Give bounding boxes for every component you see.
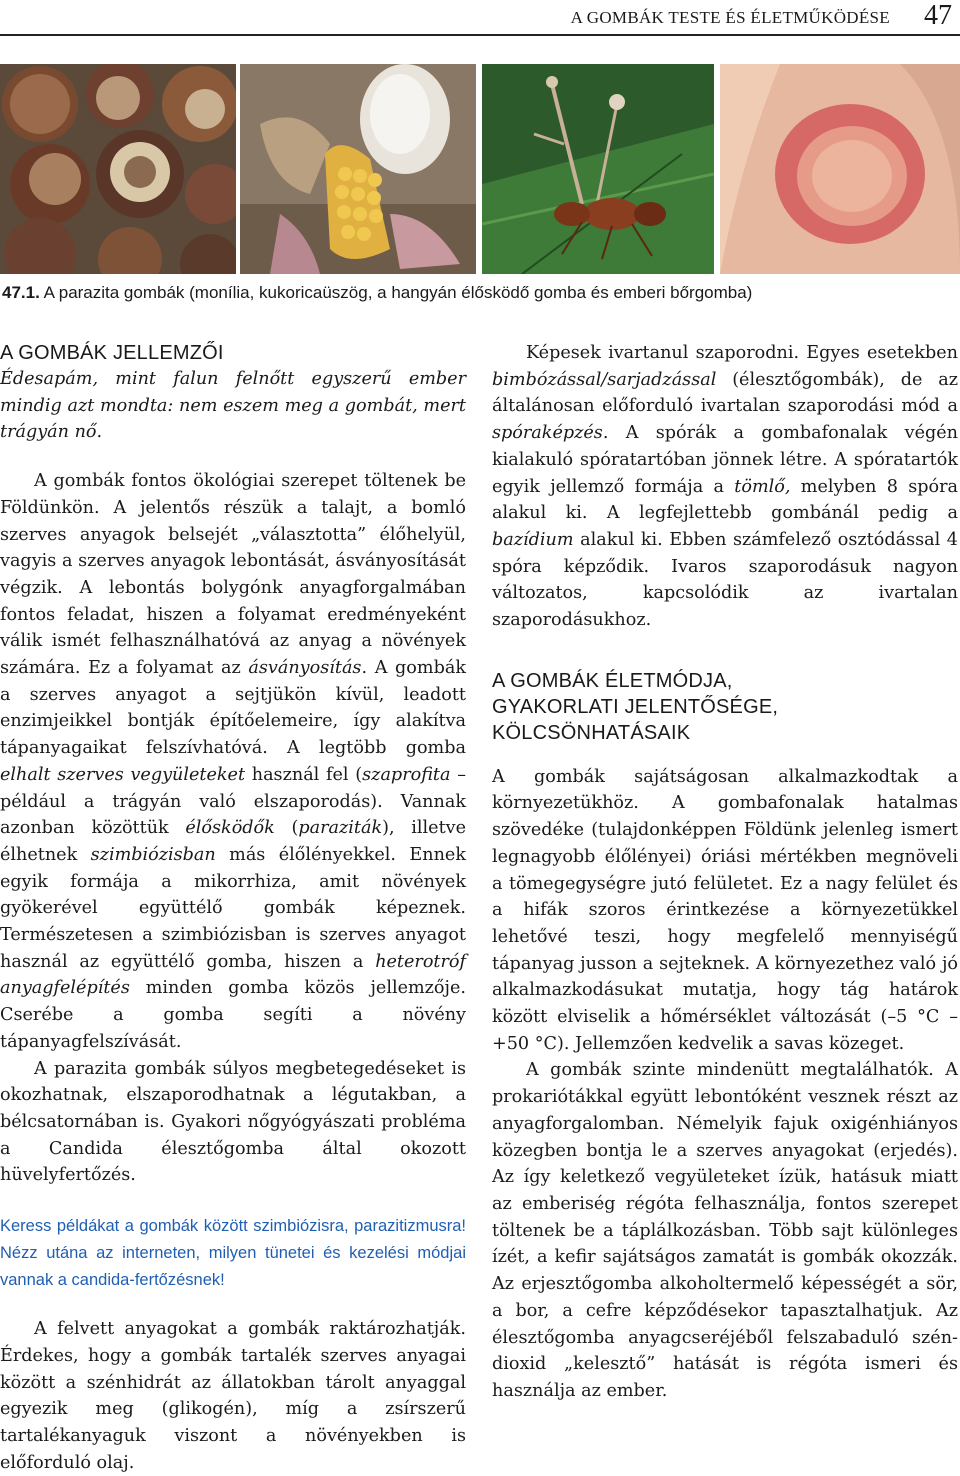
text-run: más élőlényekkel. Ennek egyik formája a mikorrhiza, amit növények gyökerével együttélő gombák képeznek. Természetesen a szimbiózisban is szerves anyagot használ az együttélő gomba, hiszen a — [0, 844, 466, 972]
paragraph-ecology — [0, 468, 466, 1055]
intro-quote: Édesapám, mint falun felnőtt egyszerű ember mindig azt mondta: nem eszem meg a gombát, mert trágyán nő. — [0, 369, 466, 443]
right-column — [492, 340, 958, 1405]
section-heading-jellemzoi: A GOMBÁK JELLEMZŐI — [0, 342, 224, 364]
task-box: Keress példákat a gombák között szimbiózisra, parazitizmusra! Nézz utána az interneten, milyen tünetei és kezelési módjai vannak a candida-fertőzésnek! — [0, 1217, 466, 1290]
term-elosködok: élősködők — [185, 818, 275, 839]
term-bimbozas: bimbózással/sarjadzással — [492, 369, 717, 390]
term-asvanyositas: ásványosítás — [248, 658, 362, 679]
paragraph-adaptation: A gombák sajátságosan alkalmazkodtak a környezetükhöz. A gombafonalak hatalmas szövedéke (tulajdonképpen Földünk jelenleg ismert legnagyobb élőlényei) óriási mértékben megnöveli a tömegegységre jutó felületet. Ez a nagy felület és a hifák szoros érintkezése a környezetükkel lehetővé teszi, hogy megfelelő mennyiségű tápanyag jusson a sejteknek. A környezethez való jó alkalmazkodásukat mutatja, hogy tág határok között elviselik a hőmérséklet változását (–5 °C – +50 °C). Jellemzően kedvelik a savas közeget. — [492, 766, 958, 1054]
photo-corn-smut — [240, 64, 476, 274]
text-run: (élesztőgombák), de az általánosan előforduló ivartalan szaporodási mód a — [492, 369, 958, 417]
term-bazidium: bazídium — [492, 529, 574, 550]
term-szaprofita: szaprofita — [362, 764, 451, 785]
page-header — [0, 0, 960, 36]
paragraph-storage: A felvett anyagokat a gombák raktározhatják. Érdekes, hogy a gombák tartalék szerves anyagai között a szénhidrát az állatokban tárolt anyaggal egyezik meg (glikogén), míg a zsírszerű tartalékanyaguk viszont a növényekben is előforduló olaj. — [0, 1319, 466, 1473]
photo-cordyceps-ant — [482, 64, 714, 274]
paragraph-fermentation: A gombák szinte mindenütt megtalálhatók. A prokariótákkal együtt lebontóként vesznek részt az anyagforgalomban. Némelyik fajuk oxigénhiányos közegben bontja le a szerves anyagokat (erjedés). Az így keletkező vegyületeket ízük, hatásuk miatt az emberiség régóta felhasználja, fontos szerepet töltenek be a táplálkozásban. Több sajt különleges ízét, a kefir sajátságos zamatát is gombák okozzák. Az erjesztőgomba alkoholtermelő képességét a sör, a bor, a cefre képződésekor tapasztalhatjuk. Az élesztőgomba anyagcseréjéből felszabaduló szén-dioxid „kelesztő” hatását is régóta ismeri és használja az ember. — [492, 1060, 958, 1401]
text-run: használ fel ( — [245, 764, 363, 785]
paragraph-parasites: A parazita gombák súlyos megbetegedéseket is okozhatnak, elszaporodhatnak a légutakban, a bélcsatornában is. Gyakori nőgyógyászati probléma a Candida élesztőgomba által okozott hüvelyfertőzés. — [0, 1058, 466, 1186]
section-heading-eletmod-1: A GOMBÁK ÉLETMÓDJA, — [492, 669, 733, 692]
text-run: ), illetve élhetnek — [0, 818, 466, 865]
text-run: A gombák fontos ökológiai szerepet töltenek be Földünkön. A jelentős részük a talajt, a bomló szerves anyagok belsejét „választotta” élőhelyül, vagyis a szerves anyagok lebontását, ásványosítását végzik. A lebontás bolygónk anyagforgalmában fontos feladat, hiszen a folyamat eredményeként válik ismét felhasználhatóvá az anyag a növények számára. Ez a folyamat az — [0, 471, 466, 679]
text-run: . A spórák a gombafonalak végén kialakuló spóratartóban jönnek létre. A spóratartók egyik jellemző formája a — [492, 423, 958, 497]
photo-skin-fungus — [720, 64, 960, 274]
term-elhalt: elhalt szerves vegyületeket — [0, 764, 246, 785]
text-run: ( — [274, 818, 299, 839]
section-heading-eletmod-3: KÖLCSÖNHATÁSAIK — [492, 721, 691, 744]
term-heterotrof: heterotróf anyagfelépítés — [0, 951, 466, 999]
term-tomlo: tömlő, — [734, 476, 791, 497]
text-run: Képesek ivartanul szaporodni. Egyes esetekben — [526, 343, 958, 363]
photo-monilia-apples — [0, 64, 236, 274]
term-szimbiozis: szimbiózisban — [90, 844, 216, 865]
section-heading-eletmod-2: GYAKORLATI JELENTŐSÉGE, — [492, 695, 779, 718]
figure-47-1 — [0, 64, 960, 274]
text-run: alakul ki. Ebben számfelező osztódással 4 spóra képződik. Ivaros szaporodásuk nagyon változatos, kapcsolódik az ivartalan szaporodásukhoz. — [492, 529, 958, 631]
text-run: . A gombák a szerves anyagot a sejtjükön kívül, leadott enzimjeikkel bontják építőelemeire, így alakítva tápanyagaikat felszívhatóvá. A legtöbb gomba — [0, 658, 466, 759]
left-column — [0, 340, 466, 1476]
term-sporakepzes: spóraképzés — [492, 423, 603, 444]
text-run: – például a trágyán való elszaporodás). Vannak azonban közöttük — [0, 764, 467, 839]
figure-caption-text: A parazita gombák (monília, kukoricaüszög, a hangyán élősködő gomba és emberi bőrgomba) — [43, 283, 753, 302]
term-parazitak: paraziták — [298, 818, 383, 839]
figure-label: 47.1. — [2, 283, 40, 302]
text-run: minden gomba közös jellemzője. Cserébe a gomba segíti a növény tápanyagfelszívását. — [0, 978, 466, 1052]
figure-caption — [2, 283, 958, 303]
running-title: A GOMBÁK TESTE ÉS ÉLETMŰKÖDÉSE — [570, 8, 890, 27]
paragraph-reproduction — [492, 340, 958, 634]
text-run: melyben 8 spóra alakul ki. A legfejlettebb gombánál pedig a — [492, 476, 958, 524]
page-number: 47 — [924, 0, 952, 31]
